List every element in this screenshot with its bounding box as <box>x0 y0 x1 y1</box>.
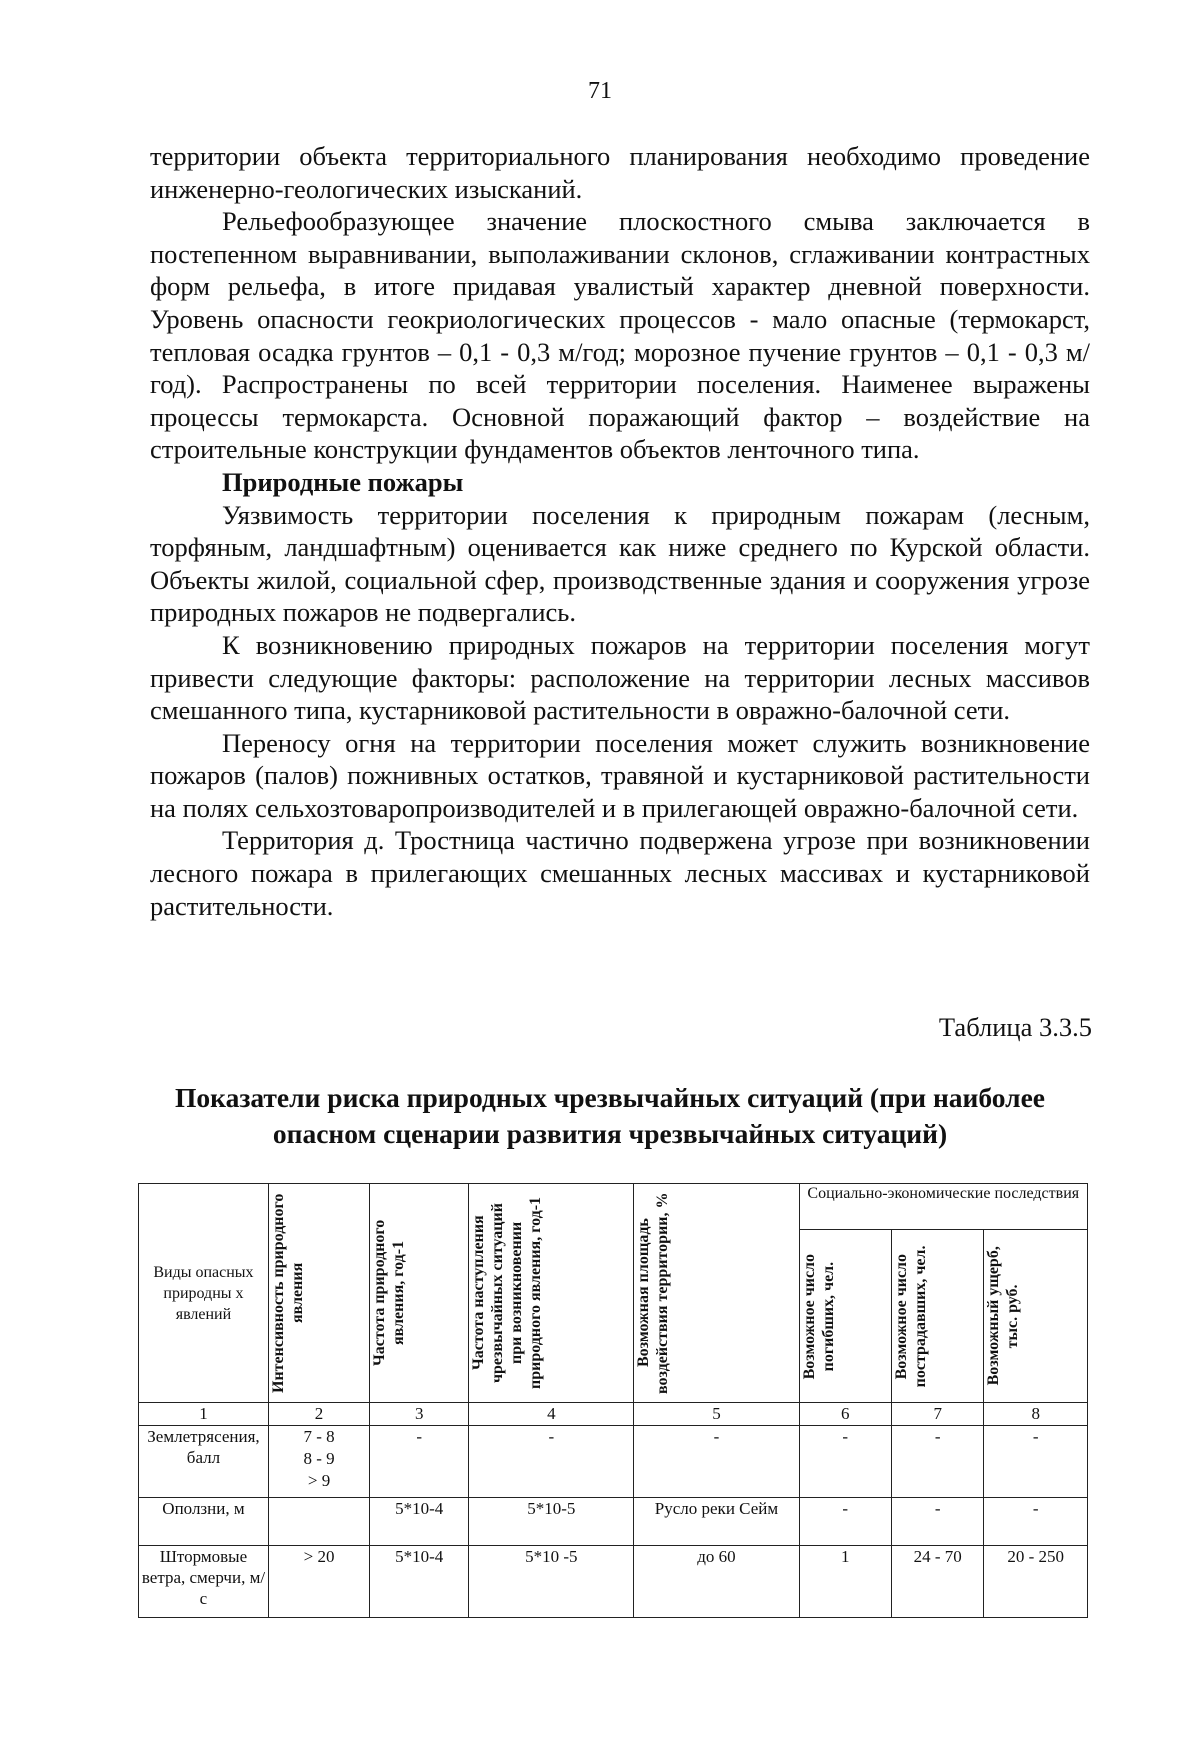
cell-emergency-frequency: 5*10 -5 <box>469 1546 634 1618</box>
cell-intensity: > 20 <box>268 1546 369 1618</box>
page-number: 71 <box>588 78 612 104</box>
header-deaths: Возможное число погибших, чел. <box>799 1229 891 1402</box>
cell-deaths: - <box>799 1426 891 1498</box>
risk-table <box>138 1183 1088 1618</box>
paragraph: Уязвимость территории поселения к природным пожарам (лесным, торфяным, ландшафтным) оценивается как ниже среднего по Курской области. Объекты жилой, социальной сфер, производственные здания и сооружения угрозе природных пожаров не подвергались. <box>150 499 1090 628</box>
cell-frequency: 5*10-4 <box>370 1546 469 1618</box>
cell-deaths: 1 <box>799 1546 891 1618</box>
cell-emergency-frequency: 5*10-5 <box>469 1498 634 1546</box>
column-number: 6 <box>799 1403 891 1426</box>
cell-area: Русло реки Сейм <box>634 1498 799 1546</box>
cell-frequency: - <box>370 1426 469 1498</box>
header-socio-group: Социально-экономические последствия <box>799 1184 1087 1230</box>
column-number: 2 <box>268 1403 369 1426</box>
cell-damage: - <box>984 1426 1088 1498</box>
table-title-line: опасном сценарии развития чрезвычайных ситуаций) <box>272 1118 948 1149</box>
column-number: 7 <box>891 1403 983 1426</box>
cell-injured: - <box>891 1426 983 1498</box>
cell-area: - <box>634 1426 799 1498</box>
header-area: Возможная площадь воздействия территории, % <box>634 1184 799 1403</box>
cell-area: до 60 <box>634 1546 799 1618</box>
cell-kind: Землетрясения, балл <box>139 1426 269 1498</box>
cell-intensity: 7 - 8 8 - 9 > 9 <box>268 1426 369 1498</box>
cell-injured: 24 - 70 <box>891 1546 983 1618</box>
header-injured: Возможное число пострадавших, чел. <box>891 1229 983 1402</box>
column-number: 3 <box>370 1403 469 1426</box>
cell-damage: 20 - 250 <box>984 1546 1088 1618</box>
paragraph: Переносу огня на территории поселения может служить возникновение пожаров (палов) пожнивных остатков, травяной и кустарниковой растительности на полях сельхозтоваропроизводителей и в прилегающей овражно-балочной сети. <box>150 727 1090 823</box>
paragraph: территории объекта территориального планирования необходимо проведение инженерно-геологических изысканий. <box>150 141 1090 204</box>
body-text <box>150 140 1090 922</box>
column-number: 1 <box>139 1403 269 1426</box>
header-damage: Возможный ущерб, тыс. руб. <box>984 1229 1088 1402</box>
cell-kind: Оползни, м <box>139 1498 269 1546</box>
header-intensity: Интенсивность природного явления <box>268 1184 369 1403</box>
column-number-row <box>139 1403 1088 1426</box>
column-number: 4 <box>469 1403 634 1426</box>
table-header-row <box>139 1184 1088 1230</box>
cell-damage: - <box>984 1498 1088 1546</box>
cell-frequency: 5*10-4 <box>370 1498 469 1546</box>
cell-injured: - <box>891 1498 983 1546</box>
header-emergency-frequency: Частота наступления чрезвычайных ситуаций при возникновении природного явления, год-1 <box>469 1184 634 1403</box>
table-title-line: Показатели риска природных чрезвычайных ситуаций (при наиболее <box>175 1082 1045 1113</box>
section-heading: Природные пожары <box>222 466 464 497</box>
cell-deaths: - <box>799 1498 891 1546</box>
table-label: Таблица 3.3.5 <box>938 1012 1092 1042</box>
paragraph: Рельефообразующее значение плоскостного смыва заключается в постепенном выравнивании, выполаживании склонов, сглаживании контрастных форм рельефа, в итоге придавая увалистый характер дневной поверхности. Уровень опасности геокриологических процессов - мало опасные (термокарст, тепловая осадка грунтов – 0,1 - 0,3 м/год; морозное пучение грунтов – 0,1 - 0,3 м/год). Распространены по всей территории поселения. Наименее выражены процессы термокарста. Основной поражающий фактор – воздействие на строительные конструкции фундаментов объектов ленточного типа. <box>150 206 1090 465</box>
header-frequency: Частота природного явления, год-1 <box>370 1184 469 1403</box>
table-row <box>139 1498 1088 1546</box>
header-kind: Виды опасных природны х явлений <box>139 1184 269 1403</box>
paragraph: Территория д. Тростница частично подвержена угрозе при возникновении лесного пожара в прилегающих смешанных лесных массивах и кустарниковой растительности. <box>150 825 1090 921</box>
table-title <box>120 1080 1100 1152</box>
table-row <box>139 1546 1088 1618</box>
cell-intensity <box>268 1498 369 1546</box>
paragraph: К возникновению природных пожаров на территории поселения могут привести следующие факторы: расположение на территории лесных массивов смешанного типа, кустарниковой растительности в овражно-балочной сети. <box>150 629 1090 726</box>
column-number: 8 <box>984 1403 1088 1426</box>
table-row <box>139 1426 1088 1498</box>
column-number: 5 <box>634 1403 799 1426</box>
cell-kind: Штормовые ветра, смерчи, м/с <box>139 1546 269 1618</box>
cell-emergency-frequency: - <box>469 1426 634 1498</box>
